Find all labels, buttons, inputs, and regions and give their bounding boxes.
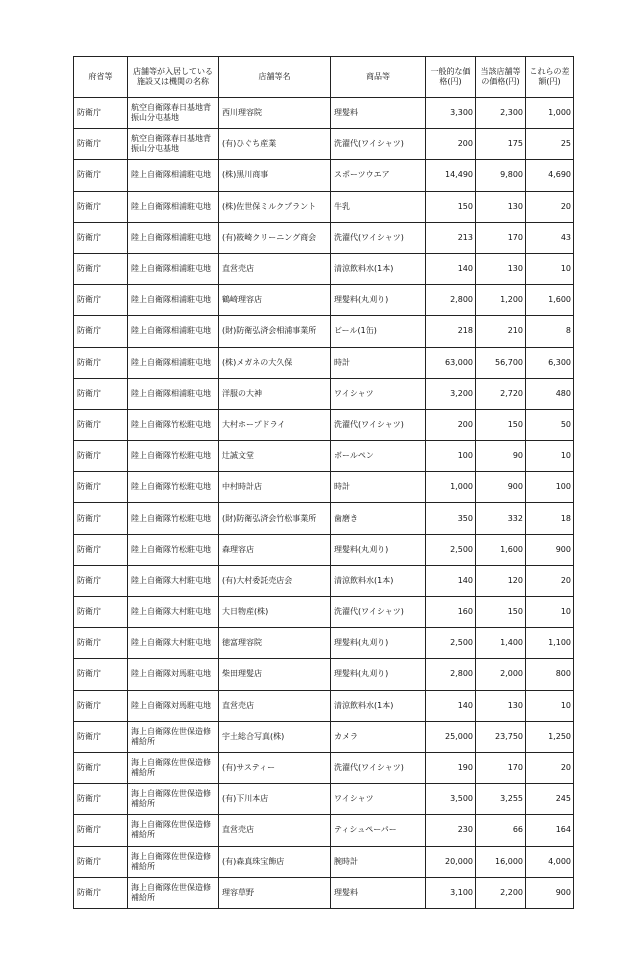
cell-difference: 1,250: [526, 721, 574, 752]
cell-facility: 海上自衛隊佐世保造修補給所: [128, 784, 219, 815]
cell-ministry: 防衛庁: [74, 409, 128, 440]
table-body: [74, 98, 574, 909]
cell-general-price: 350: [426, 503, 476, 534]
cell-store-price: 2,720: [476, 378, 526, 409]
cell-general-price: 230: [426, 815, 476, 846]
cell-store: 宇土総合写真(株): [219, 721, 331, 752]
table-row: [74, 815, 574, 846]
table-row: [74, 378, 574, 409]
table-row: [74, 316, 574, 347]
cell-store-price: 130: [476, 690, 526, 721]
cell-general-price: 2,800: [426, 659, 476, 690]
cell-product: 理髪料: [331, 877, 426, 908]
table-row: [74, 628, 574, 659]
cell-store-price: 90: [476, 441, 526, 472]
cell-product: 洗濯代(ワイシャツ): [331, 752, 426, 783]
cell-difference: 6,300: [526, 347, 574, 378]
cell-facility: 海上自衛隊佐世保造修補給所: [128, 815, 219, 846]
price-comparison-table: [73, 56, 574, 909]
cell-general-price: 25,000: [426, 721, 476, 752]
cell-store: (有)筱崎クリーニング商会: [219, 222, 331, 253]
cell-ministry: 防衛庁: [74, 441, 128, 472]
cell-product: ワイシャツ: [331, 378, 426, 409]
cell-ministry: 防衛庁: [74, 253, 128, 284]
table-row: [74, 441, 574, 472]
cell-store: 直営売店: [219, 690, 331, 721]
cell-product: 理髪料(丸刈り): [331, 659, 426, 690]
header-product: 商品等: [331, 57, 426, 98]
cell-facility: 陸上自衛隊相浦駐屯地: [128, 285, 219, 316]
cell-product: 洗濯代(ワイシャツ): [331, 222, 426, 253]
cell-store: 西川理容院: [219, 98, 331, 129]
cell-difference: 10: [526, 597, 574, 628]
cell-store: 直営売店: [219, 815, 331, 846]
cell-general-price: 63,000: [426, 347, 476, 378]
cell-product: 牛乳: [331, 191, 426, 222]
cell-facility: 陸上自衛隊相浦駐屯地: [128, 347, 219, 378]
cell-store: (財)防衛弘済会竹松事業所: [219, 503, 331, 534]
cell-store-price: 170: [476, 752, 526, 783]
cell-general-price: 2,800: [426, 285, 476, 316]
cell-store-price: 2,200: [476, 877, 526, 908]
table-row: [74, 752, 574, 783]
cell-store: (有)下川本店: [219, 784, 331, 815]
cell-store: (有)ひぐち産業: [219, 129, 331, 160]
cell-store-price: 66: [476, 815, 526, 846]
cell-facility: 陸上自衛隊相浦駐屯地: [128, 222, 219, 253]
cell-store: 森理容店: [219, 534, 331, 565]
cell-difference: 4,690: [526, 160, 574, 191]
cell-facility: 陸上自衛隊竹松駐屯地: [128, 472, 219, 503]
cell-store-price: 2,300: [476, 98, 526, 129]
cell-general-price: 218: [426, 316, 476, 347]
cell-general-price: 200: [426, 129, 476, 160]
cell-product: 理髪料: [331, 98, 426, 129]
cell-facility: 海上自衛隊佐世保造修補給所: [128, 721, 219, 752]
header-facility: 店舗等が入居している施設又は機関の名称: [128, 57, 219, 98]
cell-ministry: 防衛庁: [74, 752, 128, 783]
cell-ministry: 防衛庁: [74, 347, 128, 378]
cell-difference: 900: [526, 534, 574, 565]
cell-ministry: 防衛庁: [74, 815, 128, 846]
cell-difference: 245: [526, 784, 574, 815]
cell-difference: 100: [526, 472, 574, 503]
cell-store: (株)メガネの大久保: [219, 347, 331, 378]
cell-store: 直営売店: [219, 253, 331, 284]
cell-difference: 1,100: [526, 628, 574, 659]
cell-difference: 1,600: [526, 285, 574, 316]
cell-store-price: 130: [476, 191, 526, 222]
table-row: [74, 690, 574, 721]
cell-product: 歯磨き: [331, 503, 426, 534]
cell-store-price: 130: [476, 253, 526, 284]
cell-facility: 陸上自衛隊大村駐屯地: [128, 628, 219, 659]
cell-facility: 陸上自衛隊相浦駐屯地: [128, 191, 219, 222]
cell-difference: 20: [526, 565, 574, 596]
cell-difference: 800: [526, 659, 574, 690]
cell-difference: 25: [526, 129, 574, 160]
cell-store-price: 150: [476, 597, 526, 628]
cell-difference: 10: [526, 253, 574, 284]
cell-store-price: 16,000: [476, 846, 526, 877]
cell-ministry: 防衛庁: [74, 784, 128, 815]
table-row: [74, 659, 574, 690]
header-difference: これらの差額(円): [526, 57, 574, 98]
cell-difference: 43: [526, 222, 574, 253]
cell-store-price: 170: [476, 222, 526, 253]
cell-facility: 陸上自衛隊竹松駐屯地: [128, 441, 219, 472]
cell-ministry: 防衛庁: [74, 222, 128, 253]
cell-product: 理髪料(丸刈り): [331, 285, 426, 316]
cell-product: 清涼飲料水(1本): [331, 690, 426, 721]
table-row: [74, 877, 574, 908]
cell-general-price: 150: [426, 191, 476, 222]
cell-store-price: 56,700: [476, 347, 526, 378]
cell-product: ティシュペーパー: [331, 815, 426, 846]
cell-product: 清涼飲料水(1本): [331, 565, 426, 596]
cell-difference: 20: [526, 752, 574, 783]
header-store-price: 当該店舗等の価格(円): [476, 57, 526, 98]
cell-general-price: 20,000: [426, 846, 476, 877]
cell-ministry: 防衛庁: [74, 129, 128, 160]
cell-facility: 陸上自衛隊大村駐屯地: [128, 597, 219, 628]
cell-facility: 陸上自衛隊相浦駐屯地: [128, 253, 219, 284]
cell-facility: 海上自衛隊佐世保造修補給所: [128, 877, 219, 908]
cell-ministry: 防衛庁: [74, 659, 128, 690]
cell-ministry: 防衛庁: [74, 877, 128, 908]
table-row: [74, 347, 574, 378]
cell-product: 理髪料(丸刈り): [331, 534, 426, 565]
cell-store-price: 3,255: [476, 784, 526, 815]
cell-general-price: 3,100: [426, 877, 476, 908]
cell-difference: 18: [526, 503, 574, 534]
cell-product: 時計: [331, 347, 426, 378]
cell-facility: 陸上自衛隊竹松駐屯地: [128, 409, 219, 440]
cell-facility: 陸上自衛隊対馬駐屯地: [128, 659, 219, 690]
table-row: [74, 503, 574, 534]
cell-facility: 陸上自衛隊竹松駐屯地: [128, 503, 219, 534]
cell-store-price: 175: [476, 129, 526, 160]
cell-store: (財)防衛弘済会相浦事業所: [219, 316, 331, 347]
cell-store: 洋服の大神: [219, 378, 331, 409]
cell-store-price: 120: [476, 565, 526, 596]
cell-store-price: 9,800: [476, 160, 526, 191]
cell-product: ボールペン: [331, 441, 426, 472]
cell-difference: 20: [526, 191, 574, 222]
cell-facility: 陸上自衛隊対馬駐屯地: [128, 690, 219, 721]
cell-store: 理容草野: [219, 877, 331, 908]
cell-product: 時計: [331, 472, 426, 503]
cell-ministry: 防衛庁: [74, 472, 128, 503]
cell-ministry: 防衛庁: [74, 690, 128, 721]
cell-general-price: 3,500: [426, 784, 476, 815]
cell-facility: 航空自衛隊春日基地背振山分屯基地: [128, 129, 219, 160]
cell-general-price: 3,300: [426, 98, 476, 129]
cell-general-price: 2,500: [426, 628, 476, 659]
cell-difference: 900: [526, 877, 574, 908]
cell-store: 徳富理容院: [219, 628, 331, 659]
cell-product: ワイシャツ: [331, 784, 426, 815]
cell-ministry: 防衛庁: [74, 378, 128, 409]
cell-store: (株)黒川商事: [219, 160, 331, 191]
cell-difference: 8: [526, 316, 574, 347]
cell-store: (有)サスティー: [219, 752, 331, 783]
table-row: [74, 472, 574, 503]
table-row: [74, 565, 574, 596]
cell-general-price: 140: [426, 690, 476, 721]
cell-difference: 10: [526, 690, 574, 721]
cell-store: 柴田理髪店: [219, 659, 331, 690]
table-row: [74, 597, 574, 628]
cell-general-price: 140: [426, 565, 476, 596]
cell-general-price: 140: [426, 253, 476, 284]
table-row: [74, 253, 574, 284]
cell-general-price: 100: [426, 441, 476, 472]
cell-general-price: 213: [426, 222, 476, 253]
cell-ministry: 防衛庁: [74, 597, 128, 628]
cell-facility: 陸上自衛隊相浦駐屯地: [128, 316, 219, 347]
cell-store: (有)森真珠宝飾店: [219, 846, 331, 877]
cell-difference: 10: [526, 441, 574, 472]
cell-store: (有)大村委託売店会: [219, 565, 331, 596]
cell-store-price: 23,750: [476, 721, 526, 752]
cell-store: 鶴崎理容店: [219, 285, 331, 316]
cell-general-price: 2,500: [426, 534, 476, 565]
table-row: [74, 160, 574, 191]
cell-difference: 1,000: [526, 98, 574, 129]
cell-facility: 海上自衛隊佐世保造修補給所: [128, 846, 219, 877]
cell-difference: 164: [526, 815, 574, 846]
cell-ministry: 防衛庁: [74, 721, 128, 752]
cell-general-price: 160: [426, 597, 476, 628]
table-row: [74, 534, 574, 565]
cell-facility: 陸上自衛隊相浦駐屯地: [128, 378, 219, 409]
cell-store-price: 1,200: [476, 285, 526, 316]
table-row: [74, 285, 574, 316]
cell-store-price: 1,600: [476, 534, 526, 565]
cell-difference: 4,000: [526, 846, 574, 877]
cell-ministry: 防衛庁: [74, 628, 128, 659]
cell-ministry: 防衛庁: [74, 316, 128, 347]
cell-store: 辻誠文堂: [219, 441, 331, 472]
cell-store: (株)佐世保ミルクプラント: [219, 191, 331, 222]
cell-product: ビール(1缶): [331, 316, 426, 347]
cell-general-price: 14,490: [426, 160, 476, 191]
cell-product: スポーツウエア: [331, 160, 426, 191]
cell-store: 大村ホープドライ: [219, 409, 331, 440]
cell-product: 腕時計: [331, 846, 426, 877]
table-row: [74, 191, 574, 222]
cell-product: 洗濯代(ワイシャツ): [331, 597, 426, 628]
cell-difference: 480: [526, 378, 574, 409]
cell-general-price: 190: [426, 752, 476, 783]
cell-product: 洗濯代(ワイシャツ): [331, 129, 426, 160]
header-store: 店舗等名: [219, 57, 331, 98]
cell-store-price: 332: [476, 503, 526, 534]
cell-store-price: 150: [476, 409, 526, 440]
table-row: [74, 721, 574, 752]
cell-facility: 陸上自衛隊相浦駐屯地: [128, 160, 219, 191]
cell-facility: 海上自衛隊佐世保造修補給所: [128, 752, 219, 783]
cell-product: カメラ: [331, 721, 426, 752]
table-row: [74, 222, 574, 253]
cell-general-price: 3,200: [426, 378, 476, 409]
header-general-price: 一般的な価格(円): [426, 57, 476, 98]
header-ministry: 府省等: [74, 57, 128, 98]
cell-product: 理髪料(丸刈り): [331, 628, 426, 659]
table-row: [74, 784, 574, 815]
cell-store-price: 210: [476, 316, 526, 347]
cell-ministry: 防衛庁: [74, 534, 128, 565]
cell-general-price: 200: [426, 409, 476, 440]
cell-ministry: 防衛庁: [74, 98, 128, 129]
cell-ministry: 防衛庁: [74, 191, 128, 222]
cell-ministry: 防衛庁: [74, 160, 128, 191]
cell-product: 洗濯代(ワイシャツ): [331, 409, 426, 440]
table-row: [74, 98, 574, 129]
cell-ministry: 防衛庁: [74, 565, 128, 596]
cell-store-price: 1,400: [476, 628, 526, 659]
header-row: [74, 57, 574, 98]
cell-ministry: 防衛庁: [74, 503, 128, 534]
table-row: [74, 129, 574, 160]
cell-store-price: 2,000: [476, 659, 526, 690]
table-row: [74, 846, 574, 877]
cell-difference: 50: [526, 409, 574, 440]
cell-store: 中村時計店: [219, 472, 331, 503]
cell-store-price: 900: [476, 472, 526, 503]
cell-store: 大日物産(株): [219, 597, 331, 628]
cell-ministry: 防衛庁: [74, 846, 128, 877]
cell-general-price: 1,000: [426, 472, 476, 503]
cell-facility: 陸上自衛隊大村駐屯地: [128, 565, 219, 596]
cell-facility: 航空自衛隊春日基地背振山分屯基地: [128, 98, 219, 129]
cell-product: 清涼飲料水(1本): [331, 253, 426, 284]
table-row: [74, 409, 574, 440]
cell-ministry: 防衛庁: [74, 285, 128, 316]
cell-facility: 陸上自衛隊竹松駐屯地: [128, 534, 219, 565]
